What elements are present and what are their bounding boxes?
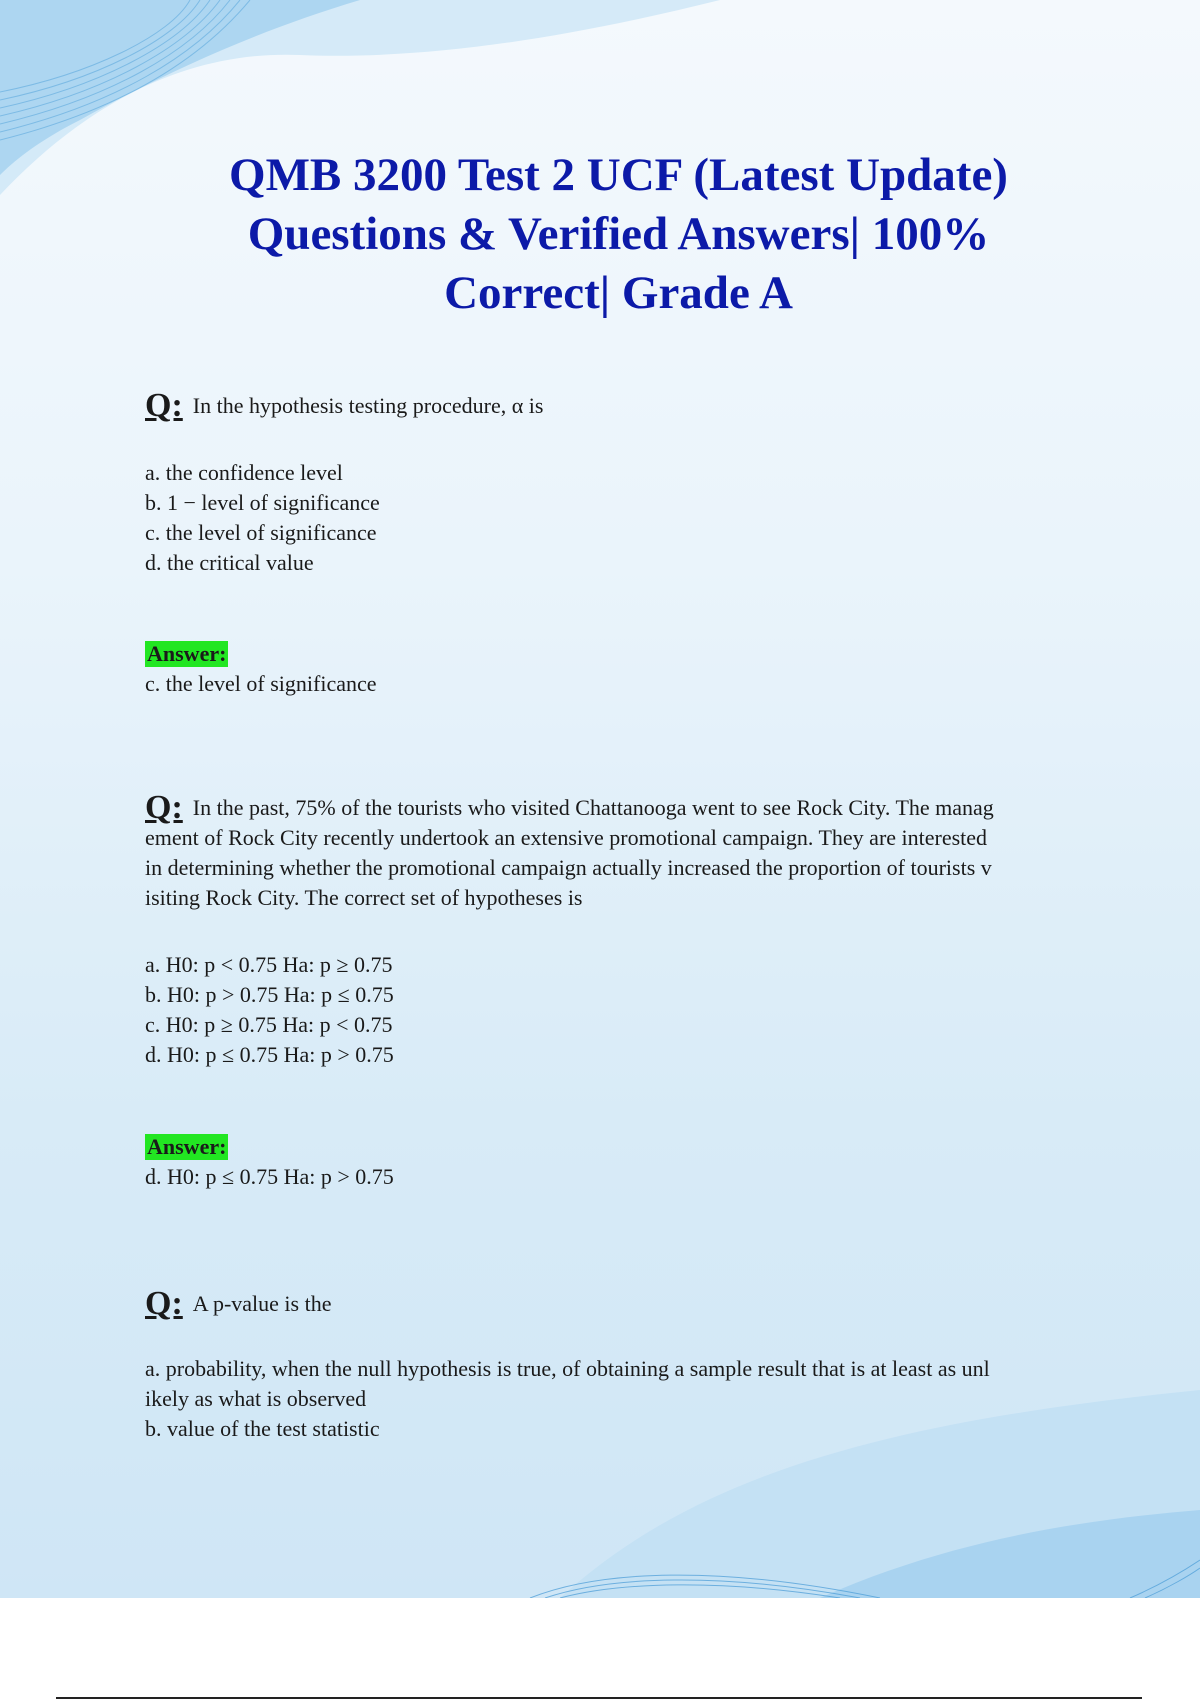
option-b: b. H0: p > 0.75 Ha: p ≤ 0.75 (145, 982, 394, 1007)
question-1-prompt: Q: In the hypothesis testing procedure, α is (145, 387, 544, 424)
title-line-2: Questions & Verified Answers| 100% (247, 208, 990, 260)
option-c: c. H0: p ≥ 0.75 Ha: p < 0.75 (145, 1012, 393, 1037)
title-line-3: Correct| Grade A (444, 267, 793, 319)
question-2-prompt-line-3: in determining whether the promotional campaign actually increased the proportion of tourists v (145, 855, 992, 880)
question-3-options (145, 1354, 1090, 1444)
question-marker: Q: (145, 1285, 183, 1322)
question-3 (145, 1285, 1090, 1322)
option-a: a. probability, when the null hypothesis is true, of obtaining a sample result that is at least as unl (145, 1356, 990, 1381)
question-2-options (145, 950, 1090, 1070)
option-c: c. the level of significance (145, 520, 377, 545)
answer-label: Answer: (147, 1134, 227, 1159)
title-line-1: QMB 3200 Test 2 UCF (Latest Update) (229, 149, 1008, 201)
option-a: a. H0: p < 0.75 Ha: p ≥ 0.75 (145, 952, 393, 977)
question-marker: Q: (145, 789, 183, 826)
answer-text: d. H0: p ≤ 0.75 Ha: p > 0.75 (145, 1164, 394, 1189)
question-2-prompt-line-1: Q: In the past, 75% of the tourists who visited Chattanooga went to see Rock City. The manag (145, 789, 994, 826)
option-b: b. 1 − level of significance (145, 490, 380, 515)
option-a-continued: ikely as what is observed (145, 1386, 367, 1411)
option-d: d. the critical value (145, 550, 314, 575)
option-d: d. H0: p ≤ 0.75 Ha: p > 0.75 (145, 1042, 394, 1067)
question-2 (145, 789, 1090, 913)
question-3-prompt: Q: A p-value is the (145, 1285, 332, 1322)
question-marker: Q: (145, 387, 183, 424)
answer-label: Answer: (147, 641, 227, 666)
answer-text: c. the level of significance (145, 671, 377, 696)
footer-divider (56, 1697, 1142, 1699)
question-1-answer (145, 639, 1090, 699)
question-1-options (145, 458, 1090, 578)
question-2-prompt-line-4: isiting Rock City. The correct set of hypotheses is (145, 885, 583, 910)
question-1 (145, 387, 1090, 424)
option-b: b. value of the test statistic (145, 1416, 380, 1441)
question-2-prompt-line-2: ement of Rock City recently undertook an extensive promotional campaign. They are interested (145, 825, 988, 850)
option-a: a. the confidence level (145, 460, 343, 485)
document-title (0, 146, 1200, 323)
question-2-answer (145, 1132, 1090, 1192)
